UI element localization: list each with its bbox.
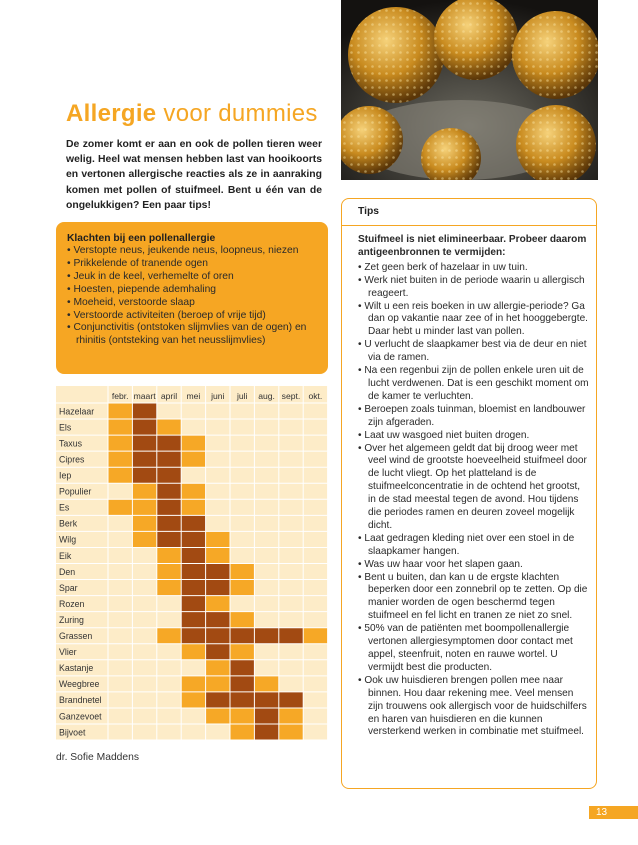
symptoms-box [56,222,328,374]
calendar-cell [303,451,327,467]
calendar-cell [279,708,303,724]
calendar-cell [230,403,254,419]
calendar-cell [303,499,327,515]
calendar-cell [157,419,181,435]
calendar-cell [108,724,132,740]
calendar-cell [157,564,181,580]
calendar-cell [108,596,132,612]
calendar-cell [254,612,278,628]
calendar-cell [303,676,327,692]
calendar-cell [132,531,156,547]
pollen-calendar [56,386,328,740]
month-label: maart [133,391,156,401]
calendar-cell [108,451,132,467]
calendar-cell [108,483,132,499]
calendar-cell [230,580,254,596]
calendar-cell [157,644,181,660]
calendar-cell [230,724,254,740]
calendar-cell [108,612,132,628]
calendar-cell [206,403,230,419]
calendar-cell [230,628,254,644]
calendar-cell [132,419,156,435]
calendar-cell [279,451,303,467]
calendar-cell [132,692,156,708]
calendar-cell [230,596,254,612]
calendar-cell [181,531,205,547]
calendar-cell [279,531,303,547]
calendar-cell [181,499,205,515]
calendar-cell [254,628,278,644]
calendar-cell [303,435,327,451]
calendar-cell [157,467,181,483]
plant-label: Eik [59,550,72,561]
pollen-grain [348,7,444,103]
tip-item: • Ook uw huisdieren brengen pollen mee naar binnen. Hou daar rekening mee. Veel mensen zijn trouwens ook allergisch voor de huidschilfers en haren van huisdieren en die kunnen versterkend werken in combinatie met stuifmeel. [358,675,590,740]
symptom-item: • Conjunctivitis (ontstoken slijmvlies van de ogen) en rhinitis (ontsteking van het neusslijmvlies) [67,322,318,348]
calendar-cell [132,708,156,724]
calendar-cell [108,435,132,451]
symptom-item: • Verstopte neus, jeukende neus, loopneus, niezen [67,245,318,258]
pollen-grain [512,11,598,99]
tips-lead: Stuifmeel is niet elimineerbaar. Probeer daarom antigeenbronnen te vermijden: [358,234,587,258]
calendar-cell [230,708,254,724]
calendar-cell [181,515,205,531]
calendar-cell [132,628,156,644]
calendar-cell [132,612,156,628]
calendar-cell [181,483,205,499]
symptom-item: • Prikkelende of tranende ogen [67,258,318,271]
plant-label: Rozen [59,598,85,609]
calendar-cell [303,483,327,499]
calendar-cell [157,531,181,547]
calendar-cell [279,596,303,612]
calendar-cell [254,531,278,547]
calendar-cell [157,724,181,740]
calendar-cell [132,403,156,419]
calendar-cell [230,644,254,660]
calendar-cell [132,596,156,612]
symptom-item: • Jeuk in de keel, verhemelte of oren [67,271,318,284]
calendar-cell [157,612,181,628]
calendar-cell [181,660,205,676]
symptoms-list [67,245,318,348]
calendar-cell [230,499,254,515]
calendar-cell [108,499,132,515]
calendar-cell [230,564,254,580]
calendar-cell [108,644,132,660]
calendar-cell [206,531,230,547]
month-label: okt. [308,391,323,401]
calendar-cell [132,724,156,740]
plant-label: Cipres [59,454,85,465]
calendar-cell [254,451,278,467]
tip-item: • Na een regenbui zijn de pollen enkele uren uit de lucht verdwenen. Dat is een geschikt moment om de kamer te verluchten. [358,365,590,404]
calendar-cell [108,692,132,708]
title-light: voor dummies [163,100,318,127]
calendar-cell [157,708,181,724]
calendar-cell [303,531,327,547]
calendar-cell [132,547,156,563]
calendar-cell [132,451,156,467]
plant-label: Zuring [59,614,84,625]
tip-item: • Beroepen zoals tuinman, bloemist en landbouwer zijn afgeraden. [358,404,590,430]
calendar-cell [279,644,303,660]
calendar-cell [206,692,230,708]
calendar-cell [108,531,132,547]
calendar-cell [303,628,327,644]
calendar-cell [181,435,205,451]
calendar-cell [279,435,303,451]
plant-label: Wilg [59,534,77,545]
month-label: febr. [111,391,129,401]
plant-label: Grassen [59,631,93,642]
plant-label: Iep [59,470,72,481]
calendar-cell [206,708,230,724]
calendar-cell [206,435,230,451]
calendar-cell [303,596,327,612]
title-bold: Allergie [66,100,157,127]
calendar-cell [230,435,254,451]
calendar-cell [181,596,205,612]
calendar-cell [181,419,205,435]
calendar-cell [279,612,303,628]
calendar-cell [254,724,278,740]
calendar-cell [279,628,303,644]
tip-item: • U verlucht de slaapkamer best via de deur en niet via de ramen. [358,339,590,365]
calendar-cell [254,499,278,515]
plant-label: Kastanje [59,663,94,674]
calendar-cell [132,483,156,499]
calendar-cell [279,580,303,596]
plant-label: Weegbree [59,679,100,690]
calendar-cell [230,467,254,483]
calendar-cell [181,644,205,660]
calendar-cell [254,419,278,435]
intro-paragraph [66,137,322,213]
calendar-cell [108,403,132,419]
calendar-cell [303,724,327,740]
calendar-cell [206,644,230,660]
calendar-cell [206,612,230,628]
tip-item: • Laat uw wasgoed niet buiten drogen. [358,430,590,443]
calendar-cell [279,483,303,499]
calendar-cell [132,676,156,692]
calendar-cell [254,596,278,612]
month-label: april [160,391,178,401]
calendar-cell [230,515,254,531]
calendar-cell [206,499,230,515]
calendar-cell [254,676,278,692]
calendar-cell [157,580,181,596]
tip-item: • Laat gedragen kleding niet over een stoel in de slaapkamer hangen. [358,533,590,559]
calendar-cell [303,515,327,531]
tip-item: • Bent u buiten, dan kan u de ergste klachten beperken door een zonnebril op te zetten. Op die manier worden de ogen beschermd tegen stuifmeel en fel licht en tranen ze niet zo snel. [358,572,590,624]
calendar-cell [157,483,181,499]
calendar-cell [108,660,132,676]
symptoms-heading: Klachten bij een pollenallergie [67,233,216,244]
calendar-cell [279,515,303,531]
calendar-cell [303,708,327,724]
month-label: sept. [281,391,301,401]
calendar-cell [157,403,181,419]
calendar-cell [230,692,254,708]
symptom-item: • Verstoorde activiteiten (beroep of vrije tijd) [67,310,318,323]
calendar-cell [230,451,254,467]
calendar-cell [230,676,254,692]
plant-label: Es [59,502,70,513]
calendar-cell [157,547,181,563]
tips-body [358,234,590,739]
calendar-cell [303,692,327,708]
tip-item: • Over het algemeen geldt dat bij droog weer met veel wind de grootste hoeveelheid stuifmeel door de lucht vliegt. Op het platteland is de stuifmeelconcentratie in de ochtend het grootst, in de stad meestal tegen de avond. Hou tijdens die periodes ramen en deuren zoveel mogelijk dicht. [358,443,590,533]
calendar-cell [206,564,230,580]
calendar-cell [108,515,132,531]
calendar-cell [206,628,230,644]
tip-item: • Zet geen berk of hazelaar in uw tuin. [358,262,590,275]
plant-label: Brandnetel [59,695,102,706]
calendar-cell [254,547,278,563]
plant-label: Els [59,422,72,433]
author: dr. Sofie Maddens [56,752,139,763]
calendar-cell [254,435,278,451]
calendar-cell [254,644,278,660]
calendar-cell [206,451,230,467]
calendar-cell [181,580,205,596]
calendar-cell [206,580,230,596]
calendar-cell [181,692,205,708]
calendar-cell [206,596,230,612]
calendar-cell [181,547,205,563]
tip-item: • 50% van de patiënten met boompollenallergie vertonen allergiesymptomen door contact met appel, steenfruit, noten en rauwe wortel. U vermijdt best die producten. [358,623,590,675]
calendar-cell [157,451,181,467]
calendar-cell [279,467,303,483]
calendar-cell [181,451,205,467]
tip-item: • Wilt u een reis boeken in uw allergie-periode? Ga dan op vakantie naar zee of in het hooggebergte. Daar hebt u minder last van pollen. [358,301,590,340]
calendar-cell [206,724,230,740]
calendar-cell [303,644,327,660]
calendar-cell [181,724,205,740]
calendar-cell [230,531,254,547]
calendar-cell [157,660,181,676]
calendar-cell [157,435,181,451]
calendar-cell [279,499,303,515]
calendar-cell [157,596,181,612]
calendar-cell [206,676,230,692]
calendar-cell [108,467,132,483]
page-number-tab [589,806,638,819]
calendar-cell [181,467,205,483]
plant-label: Bijvoet [59,727,86,738]
calendar-cell [157,692,181,708]
calendar-cell [230,660,254,676]
intro-text: De zomer komt er aan en ook de pollen tieren weer welig. Heel wat mensen hebben last van hooikoorts en vertonen allergische reacties als ze in aanraking komen met pollen of stuifmeel. Bent u één van de ongelukkigen? Een paar tips! [66,139,322,211]
calendar-cell [157,628,181,644]
plant-label: Vlier [59,647,77,658]
pollen-photo [341,0,598,180]
month-label: mei [186,391,201,401]
calendar-cell [132,564,156,580]
calendar-cell [108,676,132,692]
tips-list [358,262,590,740]
plant-label: Hazelaar [59,406,95,417]
calendar-cell [132,660,156,676]
pollen-calendar-chart [56,386,328,740]
calendar-cell [303,419,327,435]
calendar-cell [157,676,181,692]
calendar-cell [132,580,156,596]
tips-heading: Tips [358,206,379,217]
tip-item: • Was uw haar voor het slapen gaan. [358,559,590,572]
calendar-cell [254,708,278,724]
calendar-cell [132,467,156,483]
calendar-cell [254,692,278,708]
pollen-illustration [341,0,598,180]
plant-label: Taxus [59,438,82,449]
calendar-cell [132,515,156,531]
month-label: juni [211,391,225,401]
calendar-cell [108,419,132,435]
article-title [66,100,318,128]
calendar-cell [108,547,132,563]
calendar-cell [132,499,156,515]
calendar-cell [108,580,132,596]
month-label: aug. [258,391,275,401]
calendar-cell [157,515,181,531]
plant-label: Berk [59,518,78,529]
calendar-cell [254,483,278,499]
calendar-cell [303,564,327,580]
calendar-cell [181,628,205,644]
calendar-cell [206,515,230,531]
month-label: juli [236,391,248,401]
plant-label: Den [59,566,76,577]
calendar-cell [279,692,303,708]
plant-label: Spar [59,582,78,593]
calendar-cell [279,419,303,435]
calendar-cell [230,612,254,628]
calendar-cell [303,660,327,676]
calendar-cell [254,515,278,531]
calendar-cell [181,676,205,692]
calendar-cell [206,483,230,499]
calendar-cell [254,580,278,596]
plant-label: Populier [59,486,92,497]
calendar-cell [254,403,278,419]
calendar-cell [206,660,230,676]
calendar-cell [157,499,181,515]
calendar-cell [108,564,132,580]
calendar-cell [230,419,254,435]
calendar-cell [230,483,254,499]
calendar-cell [181,403,205,419]
calendar-cell [254,564,278,580]
calendar-cell [303,467,327,483]
calendar-cell [206,419,230,435]
calendar-cell [206,467,230,483]
page-number: 13 [596,807,608,818]
calendar-cell [279,660,303,676]
calendar-cell [181,564,205,580]
calendar-cell [279,564,303,580]
calendar-cell [303,403,327,419]
calendar-cell [279,724,303,740]
calendar-cell [279,547,303,563]
calendar-cell [303,612,327,628]
calendar-cell [132,435,156,451]
calendar-cell [254,660,278,676]
calendar-cell [181,708,205,724]
calendar-cell [108,708,132,724]
symptom-item: • Hoesten, piepende ademhaling [67,284,318,297]
tip-item: • Werk niet buiten in de periode waarin u allergisch reageert. [358,275,590,301]
calendar-cell [303,580,327,596]
tips-divider [342,225,596,226]
calendar-cell [279,403,303,419]
plant-label: Ganzevoet [59,711,102,722]
calendar-cell [206,547,230,563]
tips-box [341,198,597,789]
calendar-cell [108,628,132,644]
calendar-cell [181,612,205,628]
symptom-item: • Moeheid, verstoorde slaap [67,297,318,310]
calendar-cell [254,467,278,483]
calendar-cell [279,676,303,692]
calendar-cell [230,547,254,563]
calendar-cell [303,547,327,563]
calendar-cell [132,644,156,660]
